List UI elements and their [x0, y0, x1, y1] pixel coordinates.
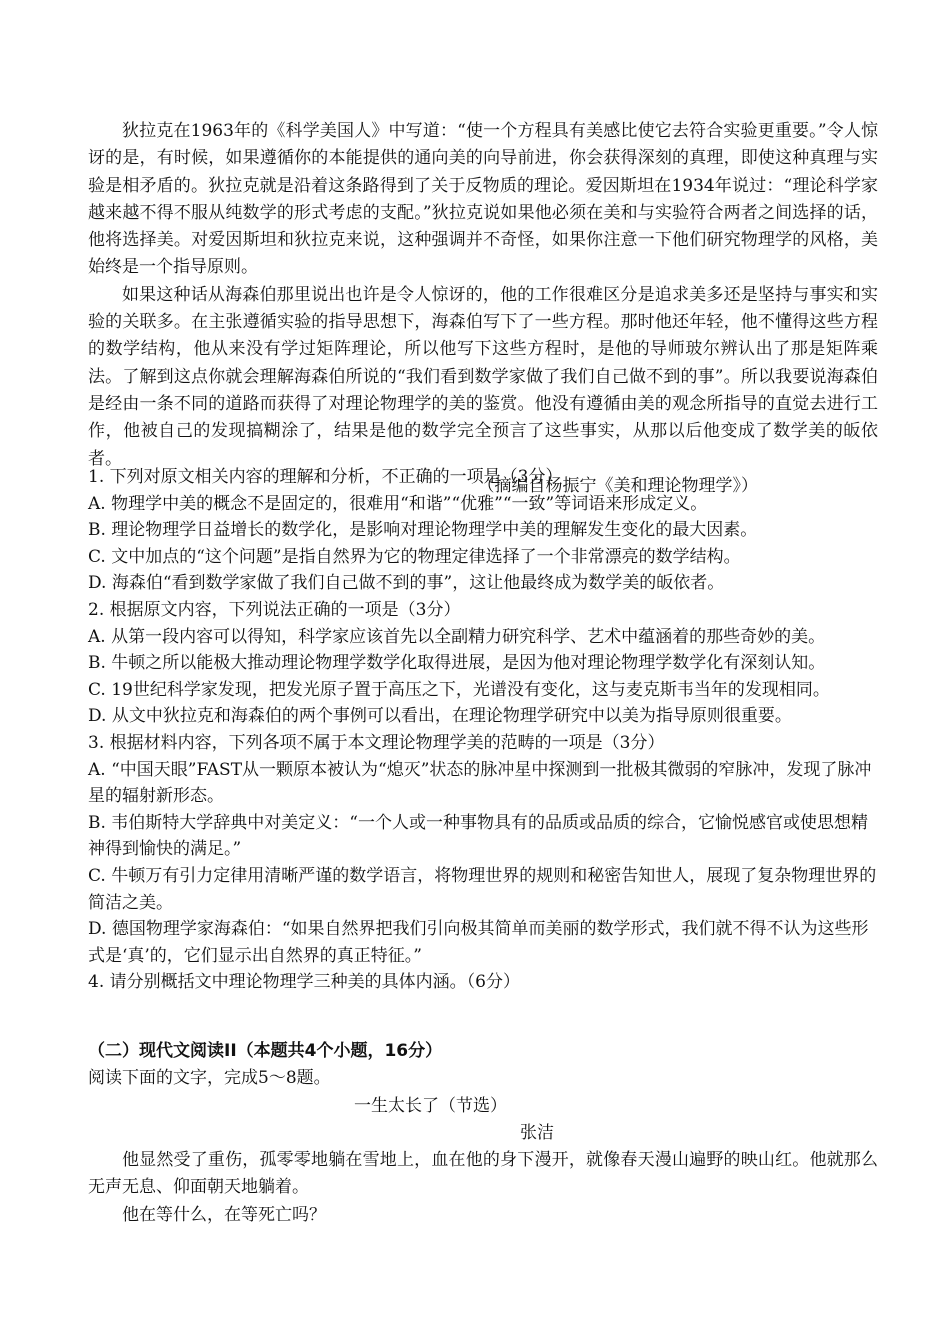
story-paragraph-1: 他显然受了重伤，孤零零地躺在雪地上，血在他的身下漫开，就像春天漫山遍野的映山红。他就那么无声无息、仰面朝天地躺着。	[88, 1150, 878, 1198]
question-1-option-c: C. 文中加点的“这个问题”是指自然界为它的物理定律选择了一个非常漂亮的数学结构。	[88, 546, 741, 567]
passage-1-paragraph-1: 狄拉克在1963年的《科学美国人》中写道：“使一个方程具有美感比使它去符合实验更重要。”令人惊讶的是，有时候，如果遵循你的本能提供的通向美的向导前进，你会获得深刻的真理，即使这种真理与实验是相矛盾的。狄拉克就是沿着这条路得到了关于反物质的理论。爱因斯坦在1934年说过：“理论科学家越来越不得不服从纯数学的形式考虑的支配。”狄拉克说如果他必须在美和与实验符合两者之间选择的话，他将选择美。对爱因斯坦和狄拉克来说，这种强调并不奇怪，如果你注意一下他们研究物理学的风格，美始终是一个指导原则。	[88, 121, 878, 278]
story-author: 张洁	[520, 1122, 554, 1143]
question-2-option-c: C. 19世纪科学家发现，把发光原子置于高压之下，光谱没有变化，这与麦克斯韦当年的发现相同。	[88, 679, 830, 700]
question-2-option-a: A. 从第一段内容可以得知，科学家应该首先以全副精力研究科学、艺术中蕴涵着的那些奇妙的美。	[88, 626, 826, 647]
section-2-instruction: 阅读下面的文字，完成5～8题。	[88, 1068, 331, 1089]
question-3-option-b: B. 韦伯斯特大学辞典中对美定义：“一个人或一种事物具有的品质或品质的综合，它愉悦感官或使思想精神得到愉快的满足。”	[88, 812, 868, 860]
question-2-option-b: B. 牛顿之所以能极大推动理论物理学数学化取得进展，是因为他对理论物理学数学化有深刻认知。	[88, 653, 826, 674]
passage-1-source: （摘编自杨振宁《美和理论物理学》）	[477, 475, 758, 496]
question-2-option-d: D. 从文中狄拉克和海森伯的两个事例可以看出，在理论物理学研究中以美为指导原则很重要。	[88, 706, 792, 727]
passage-1	[88, 118, 878, 500]
question-1-stem: 1. 下列对原文相关内容的理解和分析，不正确的一项是（3分）	[88, 467, 563, 487]
story-title: 一生太长了（节选）	[354, 1095, 507, 1116]
section-2-heading: （二）现代文阅读II（本题共4个小题，16分）	[88, 1041, 443, 1061]
question-1-option-b: B. 理论物理学日益增长的数学化，是影响对理论物理学中美的理解发生变化的最大因素。	[88, 520, 758, 541]
question-1-option-a: A. 物理学中美的概念不是固定的，很难用“和谐”“优雅”“一致”等词语来形成定义。	[88, 493, 708, 514]
questions	[88, 464, 878, 996]
question-1-option-d: D. 海森伯“看到数学家做了我们自己做不到的事”，这让他最终成为数学美的皈依者。	[88, 573, 725, 594]
section-2	[88, 1038, 878, 1229]
question-3-option-c: C. 牛顿万有引力定律用清晰严谨的数学语言，将物理世界的规则和秘密告知世人，展现了复杂物理世界的简洁之美。	[88, 865, 877, 913]
passage-1-paragraph-2: 如果这种话从海森伯那里说出也许是令人惊讶的，他的工作很难区分是追求美多还是坚持与事实和实验的关联多。在主张遵循实验的指导思想下，海森伯写下了一些方程。那时他还年轻，他不懂得这些方程的数学结构，他从来没有学过矩阵理论，所以他写下这些方程时，是他的导师玻尔辨认出了那是矩阵乘法。了解到这点你就会理解海森伯所说的“我们看到数学家做了我们自己做不到的事”。所以我要说海森伯是经由一条不同的道路而获得了对理论物理学的美的鉴赏。他没有遵循由美的观念所指导的直觉去进行工作，他被自己的发现搞糊涂了，结果是他的数学完全预言了这些事实，从那以后他变成了数学美的皈依者。	[88, 284, 878, 469]
question-4-stem: 4. 请分别概括文中理论物理学三种美的具体内涵。（6分）	[88, 972, 520, 993]
question-2-stem: 2. 根据原文内容，下列说法正确的一项是（3分）	[88, 599, 461, 620]
question-3-stem: 3. 根据材料内容，下列各项不属于本文理论物理学美的范畴的一项是（3分）	[88, 732, 665, 753]
question-3-option-d: D. 德国物理学家海森伯：“如果自然界把我们引向极其简单而美丽的数学形式，我们就不得不认为这些形式是‘真’的，它们显示出自然界的真正特征。”	[88, 919, 869, 966]
story-paragraph-2: 他在等什么，在等死亡吗？	[122, 1204, 326, 1225]
question-3-option-a: A. “中国天眼”FAST从一颗原本被认为“熄灭”状态的脉冲星中探测到一批极其微弱的窄脉冲，发现了脉冲星的辐射新形态。	[88, 759, 872, 807]
